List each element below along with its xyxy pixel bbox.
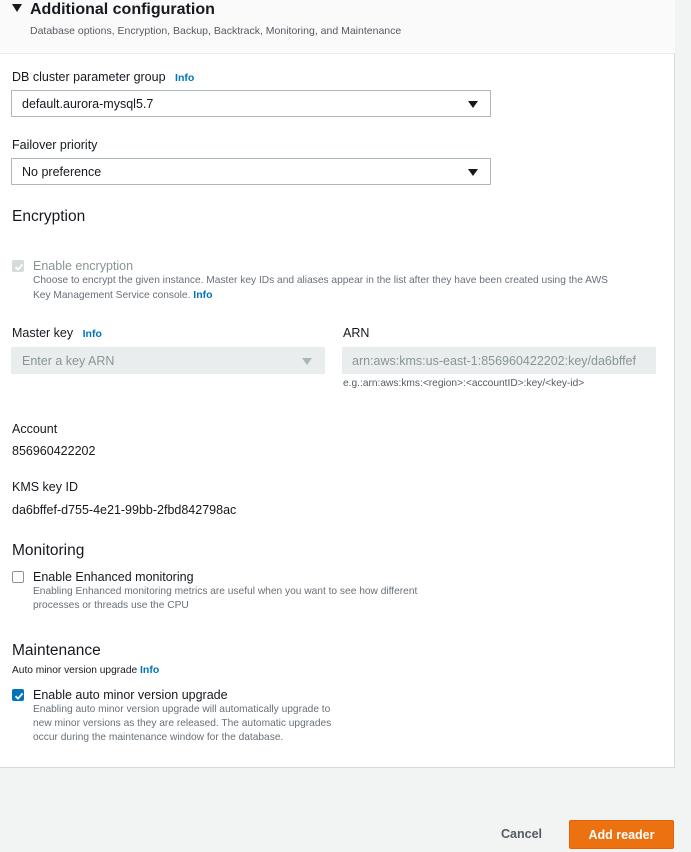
account-label: Account xyxy=(12,422,58,436)
auto-minor-label xyxy=(12,663,159,678)
account-value: 856960422202 xyxy=(12,444,96,458)
caret-down-icon[interactable] xyxy=(12,4,22,12)
auto-minor-info-link[interactable]: Info xyxy=(140,664,160,676)
arn-input[interactable] xyxy=(342,347,656,374)
cancel-button[interactable]: Cancel xyxy=(501,827,542,841)
master-key-label xyxy=(12,325,102,341)
monitoring-help xyxy=(33,585,417,613)
db-param-group-select[interactable] xyxy=(11,90,491,117)
caret-down-icon xyxy=(468,101,478,108)
failover-label: Failover priority xyxy=(12,138,98,152)
checkmark-icon xyxy=(14,262,24,272)
maintenance-help-line: new minor versions as they are released. The automatic upgrades xyxy=(33,718,332,729)
auto-minor-upgrade-label[interactable]: Enable auto minor version upgrade xyxy=(33,688,228,702)
panel-title: Additional configuration xyxy=(30,1,215,18)
enhanced-monitoring-label[interactable]: Enable Enhanced monitoring xyxy=(33,570,194,584)
maintenance-heading: Maintenance xyxy=(12,642,101,659)
panel-header[interactable] xyxy=(0,0,675,54)
arn-hint: e.g.:arn:aws:kms:<region>:<accountID>:key/<key-id> xyxy=(343,378,585,389)
master-key-select[interactable] xyxy=(11,347,325,374)
add-reader-button-label: Add reader xyxy=(588,828,655,842)
encryption-help xyxy=(33,274,663,303)
caret-down-icon xyxy=(302,358,312,365)
master-key-placeholder: Enter a key ARN xyxy=(22,354,115,368)
panel-subtitle: Database options, Encryption, Backup, Backtrack, Monitoring, and Maintenance xyxy=(30,25,402,37)
encryption-help-line: Choose to encrypt the given instance. Master key IDs and aliases appear in the list after they have been created using the AWS xyxy=(33,275,608,286)
failover-priority-select[interactable] xyxy=(11,158,491,185)
caret-down-icon xyxy=(468,169,478,176)
monitoring-help-line: processes or threads use the CPU xyxy=(33,600,189,611)
enhanced-monitoring-checkbox[interactable] xyxy=(12,571,24,583)
db-param-group-info-link[interactable]: Info xyxy=(175,72,195,84)
master-key-label-text: Master key xyxy=(12,326,74,340)
db-param-group-label xyxy=(12,69,194,85)
encryption-help-line2 xyxy=(33,288,663,303)
kms-key-id-value: da6bffef-d755-4e21-99bb-2fbd842798ac xyxy=(12,503,237,517)
auto-minor-upgrade-checkbox[interactable] xyxy=(12,689,24,701)
enable-encryption-checkbox[interactable] xyxy=(12,260,24,272)
maintenance-help xyxy=(33,703,331,745)
kms-key-id-label: KMS key ID xyxy=(12,480,78,494)
enable-encryption-label: Enable encryption xyxy=(33,259,134,273)
db-param-group-value: default.aurora-mysql5.7 xyxy=(22,97,154,111)
master-key-info-link[interactable]: Info xyxy=(82,328,102,340)
arn-value: arn:aws:kms:us-east-1:856960422202:key/da6bffef xyxy=(352,354,636,368)
monitoring-help-line: Enabling Enhanced monitoring metrics are useful when you want to see how different xyxy=(33,586,418,597)
db-param-group-label-text: DB cluster parameter group xyxy=(12,70,166,84)
failover-priority-value: No preference xyxy=(22,165,102,179)
checkmark-icon xyxy=(14,691,24,701)
monitoring-heading: Monitoring xyxy=(12,542,85,559)
encryption-info-link[interactable]: Info xyxy=(193,289,213,301)
auto-minor-label-text: Auto minor version upgrade xyxy=(12,665,138,676)
add-reader-button[interactable] xyxy=(569,820,674,849)
encryption-help-text: Key Management Service console. xyxy=(33,290,191,301)
maintenance-help-line: Enabling auto minor version upgrade will automatically upgrade to xyxy=(33,704,331,715)
encryption-heading: Encryption xyxy=(12,208,86,225)
maintenance-help-line: occur during the maintenance window for the database. xyxy=(33,732,284,743)
arn-label: ARN xyxy=(343,326,370,340)
